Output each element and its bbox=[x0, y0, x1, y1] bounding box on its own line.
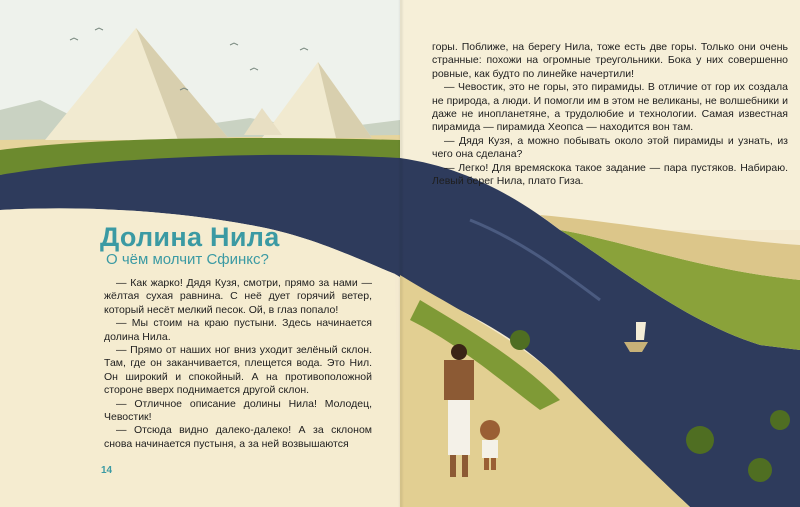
palm-tree bbox=[770, 410, 790, 430]
chapter-heading: Долина Нила bbox=[100, 222, 280, 252]
paragraph: — Чевостик, это не горы, это пирамиды. В отличие от гор их создала не природа, а люди. И помогли им в этом не великаны, не волшебники и даже не инопланетяне, а трудолюбие и технологии. Самая известная пирамида — пирамида Хеопса — находится вон там. bbox=[432, 81, 788, 134]
paragraph: — Отсюда видно далеко-далеко! А за склоном снова начинается пустыня, а за ней возвышаются bbox=[104, 424, 372, 450]
left-page-text bbox=[104, 277, 372, 451]
paragraph: — Мы стоим на краю пустыни. Здесь начинается долина Нила. bbox=[104, 317, 372, 343]
chapter-subheading: О чём молчит Сфинкс? bbox=[106, 251, 269, 268]
right-page-text bbox=[432, 41, 788, 188]
palm-tree bbox=[748, 458, 772, 482]
paragraph: — Отличное описание долины Нила! Молодец, Чевостик! bbox=[104, 397, 372, 424]
page-number: 14 bbox=[101, 465, 113, 476]
paragraph: — Дядя Кузя, а можно побывать около этой пирамиды и узнать, из чего она сделана? bbox=[432, 134, 788, 161]
book-gutter bbox=[398, 0, 404, 507]
palm-tree bbox=[510, 330, 530, 350]
paragraph-continuation: горы. Поближе, на берегу Нила, тоже есть две горы. Только они очень странные: похожи на огромные треугольники. Бока у них совершенно ровные, как будто по линейке начертили! bbox=[432, 41, 788, 80]
paragraph: — Как жарко! Дядя Кузя, смотри, прямо за нами — жёлтая сухая равнина. С неё дует горячий ветер, который несёт мелкий песок. Ой, в глаз попало! bbox=[104, 277, 372, 316]
paragraph: — Прямо от наших ног вниз уходит зелёный склон. Там, где он заканчивается, плещется вода. Это Нил. Он широкий и спокойный. А на противоположной стороне вверх поднимается другой склон. bbox=[104, 344, 372, 397]
paragraph: — Легко! Для времяскока такое задание — пара пустяков. Набираю. Левый берег Нила, плато Гиза. bbox=[432, 161, 788, 188]
palm-tree bbox=[686, 426, 714, 454]
